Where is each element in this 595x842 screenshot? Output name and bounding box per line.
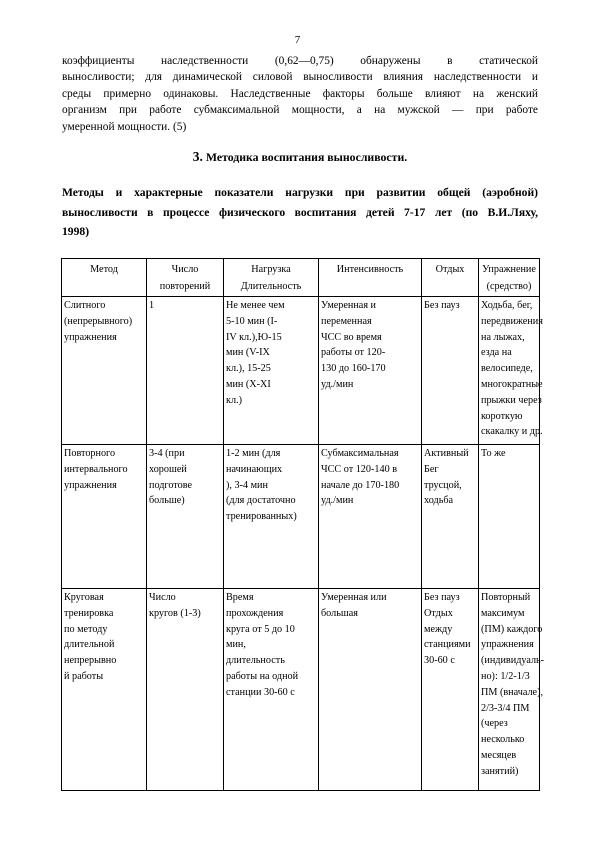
cell-line: мин, [226,639,246,651]
cell-line: ПМ (вначале), [481,686,544,698]
paragraph-line: умеренной мощности. (5) [62,120,187,133]
cell-line: тренированных) [226,511,297,523]
cell-line: прыжки через [481,394,542,406]
cell-line: IV кл.),Ю-15 [226,331,282,343]
header-line: Длительность [240,281,302,292]
cell-line: Слитного [64,300,106,311]
cell-line: станции 30-60 с [226,686,295,698]
cell-repetitions [147,589,224,791]
cell-line: тренировка [64,607,114,619]
cell-line: передвижения [481,315,543,327]
section-heading [62,149,538,165]
cell-line: (через [481,718,508,730]
cell-intensity [319,297,422,445]
cell-line: Умеренная или [321,592,387,603]
cell-line: но): 1/2-1/3 [481,670,530,682]
cell-line: работы от 120- [321,347,386,359]
cell-method [62,297,147,445]
cell-line: упражнения [64,331,117,343]
cell-line: (для достаточно [226,495,296,507]
cell-line: Число [149,592,176,603]
cell-line: 30-60 с [424,655,455,667]
cell-rest [422,445,479,589]
header-line: Число [171,264,199,275]
cell-line: месяцев [481,749,517,761]
section-number: 3. [192,149,203,164]
paragraph-line: выносливости; для динамической силовой выносливости влияния наследственности и [62,71,538,84]
cell-rest [422,589,479,791]
cell-line: ), 3-4 мин [226,479,268,491]
cell-line: между [424,623,453,635]
column-header-intensity [319,259,422,297]
cell-line: 130 до 160-170 [321,363,386,375]
cell-line: (индивидуаль- [481,655,545,667]
cell-line: длительной [64,639,115,651]
cell-line: мин (V-IX [226,347,270,359]
cell-line: начале до 170-180 [321,479,400,491]
cell-line: прохождения [226,607,284,619]
cell-line: интервального [64,463,128,475]
cell-line: Не менее чем [226,300,285,311]
cell-line: 2/3-3/4 ПМ [481,702,530,714]
header-line: Нагрузка [251,264,291,275]
cell-line: большая [321,607,358,619]
cell-line: Без пауз [424,300,460,311]
cell-line: по методу [64,623,108,635]
caption-line: Методы и характерные показатели нагрузки при развитии общей (аэробной) [62,186,538,199]
cell-line: ходьба [424,495,454,507]
cell-line: (ПМ) каждого [481,623,543,635]
cell-line: уд./мин [321,495,354,507]
cell-exercise [479,445,540,589]
header-line: Отдых [435,264,465,275]
cell-line: непрерывно [64,655,117,667]
cell-rest [422,297,479,445]
cell-line: подготове [149,479,193,491]
cell-line: Бег [424,463,439,475]
section-title: Методика воспитания выносливости. [205,150,408,164]
cell-line: Повторного [64,448,116,459]
cell-line: Ходьба, бег, [481,300,533,311]
cell-exercise [479,297,543,445]
cell-line: 1-2 мин (для [226,448,281,459]
table-row [62,297,540,445]
cell-intensity [319,589,422,791]
cell-line: длительность [226,655,285,667]
cell-line: езда на [481,347,512,359]
cell-line: кругов (1-3) [149,607,201,619]
table-row [62,589,540,791]
cell-line: мин (X-XI [226,378,271,390]
cell-line: Отдых [424,607,453,619]
cell-line: То же [481,448,506,459]
cell-line: (непрерывного) [64,315,133,327]
cell-line: несколько [481,734,525,746]
cell-line: максимум [481,607,525,619]
column-header-method [62,259,147,297]
cell-load-duration [224,297,319,445]
cell-line: 1 [149,300,155,311]
header-line: Интенсивность [336,264,404,275]
cell-line: больше) [149,495,185,507]
cell-line: Время [226,592,254,603]
caption-line: 1998) [62,225,90,238]
column-header-rest [422,259,479,297]
cell-line: работы на одной [226,670,299,682]
cell-repetitions [147,297,224,445]
cell-line: Круговая [64,592,104,603]
cell-line: ЧСС во время [321,331,382,343]
table-header-row [62,259,540,297]
cell-line: начинающих [226,463,283,475]
table-body [62,297,545,791]
cell-line: кл.), 15-25 [226,363,271,375]
methods-table [61,258,545,791]
column-header-exercise [479,259,540,297]
cell-line: хорошей [149,463,187,475]
cell-line: велосипеде, [481,363,533,375]
header-line: Метод [90,264,118,275]
cell-line: упражнения [64,479,117,491]
cell-repetitions [147,445,224,589]
cell-line: упражнения [481,639,534,651]
cell-exercise [479,589,545,791]
header-line: повторений [159,281,211,292]
cell-method [62,445,147,589]
cell-line: й работы [64,670,104,682]
cell-line: Повторный [481,592,531,603]
cell-line: многократные [481,378,543,390]
cell-line: Без пауз [424,592,460,603]
cell-line: Активный [424,448,469,459]
header-line: Упражнение [482,264,536,275]
table-caption [62,183,538,242]
cell-line: станциями [424,639,471,651]
cell-line: скакалку и др. [481,426,543,438]
paragraph-line: организм при работе субмаксимальной мощности, а на мужской — при работе [62,104,538,117]
cell-line: круга от 5 до 10 [226,623,295,635]
cell-line: переменная [321,315,372,327]
cell-line: ЧСС от 120-140 в [321,463,398,475]
cell-load-duration [224,589,319,791]
paragraph-line: коэффициенты наследственности (0,62—0,75) обнаружены в статической [62,55,538,67]
cell-line: 3-4 (при [149,448,185,459]
cell-line: Субмаксимальная [321,448,399,459]
cell-line: уд./мин [321,378,354,390]
table-row [62,445,540,589]
header-line: (средство) [486,281,532,292]
cell-line: занятий) [481,765,519,777]
cell-intensity [319,445,422,589]
cell-method [62,589,147,791]
cell-line: Умеренная и [321,300,377,311]
cell-line: трусцой, [424,479,462,491]
page-number: 7 [294,34,301,46]
cell-line: 5-10 мин (I- [226,315,278,327]
cell-line: на лыжах, [481,331,525,343]
cell-line: кл.) [226,394,242,406]
cell-load-duration [224,445,319,589]
column-header-load-duration [224,259,319,297]
column-header-repetitions [147,259,224,297]
cell-line: короткую [481,410,523,422]
paragraph-line: среды примерно одинаковы. Наследственные факторы больше влияют на женский [62,87,538,100]
intro-paragraph [62,53,538,135]
caption-line: выносливости в процессе физического воспитания детей 7-17 лет (по В.И.Ляху, [62,205,538,219]
